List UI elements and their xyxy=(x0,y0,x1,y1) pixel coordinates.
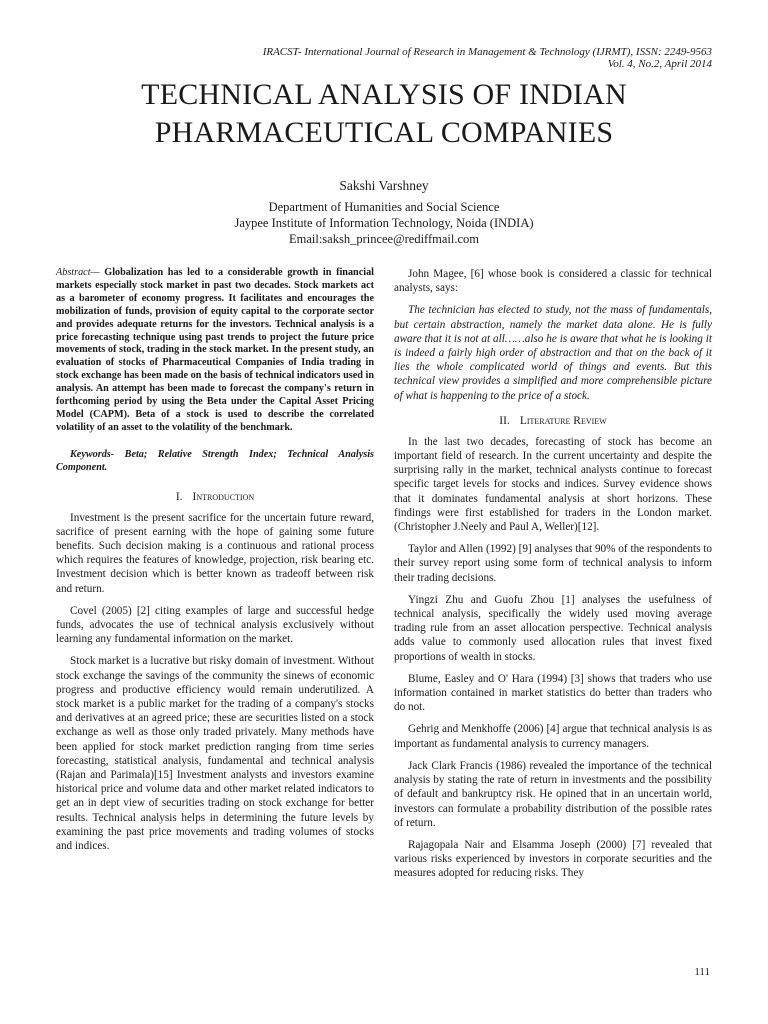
author-institute: Jaypee Institute of Information Technology, Noida (INDIA) xyxy=(234,216,534,230)
left-column xyxy=(56,267,374,861)
review-paragraph: Jack Clark Francis (1986) revealed the importance of the technical analysis by stating the rate of return in investments and the possibility of default and bankruptcy risk. He opined that in an uncertain world, investors can formulate a probability distribution of the possible rates of return. xyxy=(394,759,712,829)
intro-paragraph: Covel (2005) [2] citing examples of large and successful hedge funds, advocates the use of technical analysis exclusively without learning any fundamental information on the market. xyxy=(56,604,374,646)
review-paragraph: Taylor and Allen (1992) [9] analyses that 90% of the respondents to their survey report using some form of technical analysis to inform their trading decisions. xyxy=(394,543,712,584)
page-number: 111 xyxy=(694,966,710,978)
section-title: Introduction xyxy=(192,490,255,503)
title-line-2: PHARMACEUTICAL COMPANIES xyxy=(154,116,614,149)
keywords: Keywords- Beta; Relative Strength Index; Technical Analysis Component. xyxy=(56,448,374,473)
author-block xyxy=(0,178,768,247)
journal-header xyxy=(112,46,712,70)
author-email: Email:saksh_princee@rediffmail.com xyxy=(288,232,480,246)
paper-title xyxy=(0,76,768,152)
abstract-text: Globalization has led to a considerable growth in financial markets especially stock market in past two decades. Stock markets act as a barometer of economy progress. It facilitates and encourages the mobilization of funds, provision of equity capital to the corporate sector and provides adequate returns for the investors. Technical analysis is a price forecasting technique using past trends to project the future price movements of stock, trading in the stock market. In the present study, an evaluation of stocks of Pharmaceutical Companies of India trading in stock exchange has been made on the basis of technical indicators used in analysis. An attempt has been made to forecast the company's return in forthcoming period by using the Beta under the Capital Asset Pricing Model (CAPM). Beta of a stock is used to describe the correlated volatility of an asset to the volatility of the benchmark. xyxy=(56,267,375,433)
author-department: Department of Humanities and Social Science xyxy=(268,200,500,214)
right-column xyxy=(394,267,712,889)
section-heading-literature-review xyxy=(394,415,712,427)
title-line-1: TECHNICAL ANALYSIS OF INDIAN xyxy=(141,78,627,111)
author-name: Sakshi Varshney xyxy=(339,178,429,193)
intro-paragraph: Investment is the present sacrifice for the uncertain future reward, sacrifice of present earning with the hope of gaining some future benefits. Such decision making is a continuous and rational process which requires the features of knowledge, projection, risk bearing etc. Investment decision which is better known as tradeoff between risk and return. xyxy=(56,511,374,595)
review-paragraph: Rajagopala Nair and Elsamma Joseph (2000) [7] revealed that various risks experienced by investors in corporate securities and the measures adopted for reducing risks. They xyxy=(394,838,712,880)
abstract-lead: Abstract— xyxy=(56,267,100,278)
journal-line: IRACST- International Journal of Research in Management & Technology (IJRMT), ISSN: 2249-9563 xyxy=(262,46,712,58)
review-paragraph: Blume, Easley and O' Hara (1994) [3] shows that traders who use information contained in market statistics do better than traders who do not. xyxy=(394,672,712,714)
abstract xyxy=(56,267,374,435)
review-paragraph: Gehrig and Menkhoffe (2006) [4] argue that technical analysis is as important as fundamental analysis to currency managers. xyxy=(394,723,712,750)
volume-line: Vol. 4, No.2, April 2014 xyxy=(607,58,712,70)
section-title: Literature Review xyxy=(519,414,607,427)
review-paragraph: In the last two decades, forecasting of stock has become an important field of research. In the current uncertainty and despite the surprising rally in the market, technical analysts continue to forecast specific target levels for stocks and indices. Survey evidence shows that it dominates fundamental analysis at short horizons. These findings were first established for traders in the London market. (Christopher J.Neely and Paul A, Weller)[12]. xyxy=(394,435,712,534)
section-heading-introduction xyxy=(56,491,374,503)
magee-quote: The technician has elected to study, not the mass of fundamentals, but certain abstraction, namely the market data alone. He is fully aware that it is not at all……also he is aware that what he is looking it is indeed a fairly high order of abstraction and that on the back of it lies the whole complicated world of things and events. But this technical view provides a simplified and more comprehensible picture of what is happening to the price of a stock. xyxy=(394,304,712,402)
section-number: I. xyxy=(175,490,183,503)
magee-paragraph: John Magee, [6] whose book is considered a classic for technical analysts, says: xyxy=(394,268,712,295)
intro-paragraph: Stock market is a lucrative but risky domain of investment. Without stock exchange the savings of the community the sinews of economic progress and productive efficiency would remain underutilized. A stock market is a public market for the trading of a company's stocks and derivatives at an agreed price; these are securities listed on a stock exchange as well as those only traded privately. Many methods have been applied for stock market prediction ranging from time series forecasting, statistical analysis, fundamental and technical analysis (Rajan and Parimala)[15] Investment analysts and investors examine historical price and volume data and other market related indicators to get an in dept view of securities trading on stock exchange for better results. Technical analysis helps in determining the future levels by examining the past price movements and trading volumes of stocks and indices. xyxy=(56,655,374,853)
section-number: II. xyxy=(499,414,510,427)
review-paragraph: Yingzi Zhu and Guofu Zhou [1] analyses the usefulness of technical analysis, specifically the widely used moving average trading rule from an asset allocation perspective. Technical analysis adds value to commonly used allocation rules that invest fixed proportions of wealth in stocks. xyxy=(394,593,712,663)
